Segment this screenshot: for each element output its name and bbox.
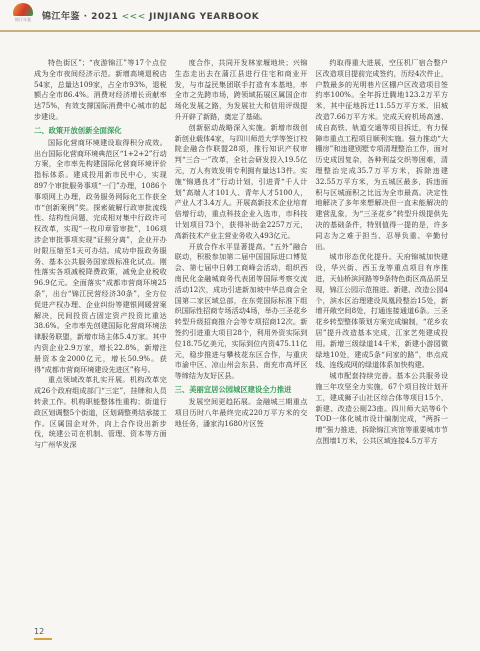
header-title [42,9,259,22]
column-2 [175,58,308,451]
logo-mark-icon [13,3,33,16]
paragraph: 度合作，共同开发林家堰地块；兴锦生态走出去在蒲江县进行住宅和商业开发，与市益民集团联手打造有本基地，率全市之先跨市场，跨领域拓展区属国企市场化发展之路，为发展社大和信用评级提升开辟了新路，奠定了基础。 [174,58,308,121]
paragraph: 城市配套持续完善。基本公共服务设施三年攻坚全力实施，67个项目按计划开工，建成狮子山社区综合体等项目15个，新建、改造公厕23座。四川师大站等6个TOD一体化城市设计编制完成，“两拆一增”强力推进，拆除锦江宾馆等重要城市节点围墙1万米，公共区域连接4.5万平方 [315,371,449,445]
text-columns [34,58,448,451]
section-heading: 二、政策开放创新全面深化 [34,125,122,135]
paragraph: 创新驱动战略深入实施。新增市级创新创业载体4家，与四川师范大学等签订校院企融合作联盟28项，推行知识产权审判“三合一”改革，全社会研发投入19.5亿元，万人有效发明专利拥有量达13件。实施“锦遇良才”行动计划，引进青“千人计划”高端人才101人、青年人才5100人，产业人才3.4万人。开展高新技术企业培育倍增行动，重点科技企业入选市，市科技计划项目73个，获得补助金2257万元，高新技术产业主营业务收入493亿元。 [174,122,308,240]
paragraph: 重点领域改革扎实开展。机构改革完成26个政府组成部门“三定”，挂牌和人员转隶工作。机构职能整体性重构；街道行政区划调整5个街道，区划调整勇结承接工作。区属国企对外，向上合作设出新步伐，统建公司在机制、管理、资本等方面与广州华发深 [34,375,167,450]
page-number-rule [34,638,52,640]
column-3 [315,58,448,451]
yearbook-logo [8,3,38,27]
column-1 [34,58,167,451]
paragraph: 城市形态优化提升。天府锦城加快建设，华兴街、西玉龙等重点项目有序推进，天仙桥滨河路等9条特色街区高品质呈现，锦江公园示范推进。新建、改造公园4个，滨水区治理建设凤凰段整治15处，新增开敞空间8处，打通连接通道6条。三圣花乡转型整体策划方案完成编制，“花乡农居”提升改造基本完成，江家艺苑建成投用。新增三级绿道14千米，新建小游园微绿地10处，建成5条“问家的路”，串点成线、连线成网的绿道体系加快构建。 [315,252,449,370]
publication-name: 锦江年鉴 · 2021 [42,11,119,22]
header-arrows: <<< [121,11,146,22]
section-heading: 三、美丽宜居公园城区建设全力推进 [174,384,292,394]
paragraph: 特色街区”；“夜游锦江”等17个点位成为全市夜间经济示范。新增高境退税店54家，总量达109家，占全市93%，退税额占全市86.4%。消费对经济增长贡献率达75%，有效支撑国际消费中心城市的起步建设。 [34,58,167,121]
paragraph: 约取得重大进展，空压机厂宿合整户区改造项目提前完成签约，历经4次件止，户数最多的光明巷片区棚户区改造项目签约率100%。全年拆迁腾地123.2万平方米，其中征地拆迁11.55万平方米、旧城改造7.66万平方米。完成天府机场高速、成自高铁、轨道交通等项目拆迁，有力保障市重点工程项目顺利实施。强力推动“大棚房”和违建别墅专项清理整治工作，面对历史成因复杂，各种利益交织等困难，清理整治完成35.7万平方米，拆除违建32.55万平方米，为五城区最多，拆违面积与区城面积之比远为全市最高。决定性地解决了多年来想解决但一直未能解决的建营乱象，为“三圣花乡”转型升级提供先决的基础条件，特别值得一提的是，许多同志为之难于担当、忍辱负重、辛勤付出。 [315,58,449,251]
paragraph: 发展空间更趋拓展。金融城三期重点项目历时八年最终完成220万平方米的交地任务，潘家沟1680片区签 [174,396,308,428]
running-header [0,0,480,32]
logo-text: 锦江年鉴 [15,17,31,22]
english-title: JINJIANG YEARBOOK [149,11,260,22]
paragraph: 国际化营商环境建设取得积分成效。出台国际化营商环境典范区“1+2+2”行动方案，全市率先构建国际化营商环境评价指标体系。建成投用新市民中心，实现897个审批服务事项“一门”办理，1086个事项网上办理，政务服务网际化工作获全市“创新案例”奖。探索破解行政审批流线性、结构性问题，完成相对集中行政许可权改革，实现“一枚印章管审批”，106项涉企审批事项实现“证照分离”，企业开办时限压缩至1天可办结。成功申报政务服务、基本公共服务国家级标准化试点。刚性落实各项减税降费政策，减免企业税收96.9亿元。全面落实“成都市营商环境25条”，出台“锦江民营经济30条”，全方位促进产权办理、企业纠纷等建银网暖营案解决，民间投资占固定资产投资比重达38.6%。全市率先创建国际化营商环境法律服务联盟，新增市场主体5.4万家。其中内资企业2.9万家，增长22.8%，新增注册资本金2000亿元，增长50.9%。获得“成都市营商环境建设先进区”称号。 [34,137,167,374]
paragraph: 开放合作水平显著提高。“五外”融合联动，积极参加第二届中国国际进口博览会、第七届中日韩工商峰会活动，组织西南民化金融城商务代表团等国际考察交流活动12次，成功引进新加坡中华总商会全国第二家区域总部，在东莞国际标准下组织国际性招商专场活动4场，举办三圣花乡转型升级招商推介会等专项招商12次。新签约引进重大项目28个，利用外资实际到位18.75亿美元，实际到位内资475.11亿元，稳步推进与攀枝花东区合作，与重庆市渝中区、凉山州会东县、南充市高坪区等缔结为友好区县。 [174,241,308,381]
page-number: 12 [34,627,45,636]
